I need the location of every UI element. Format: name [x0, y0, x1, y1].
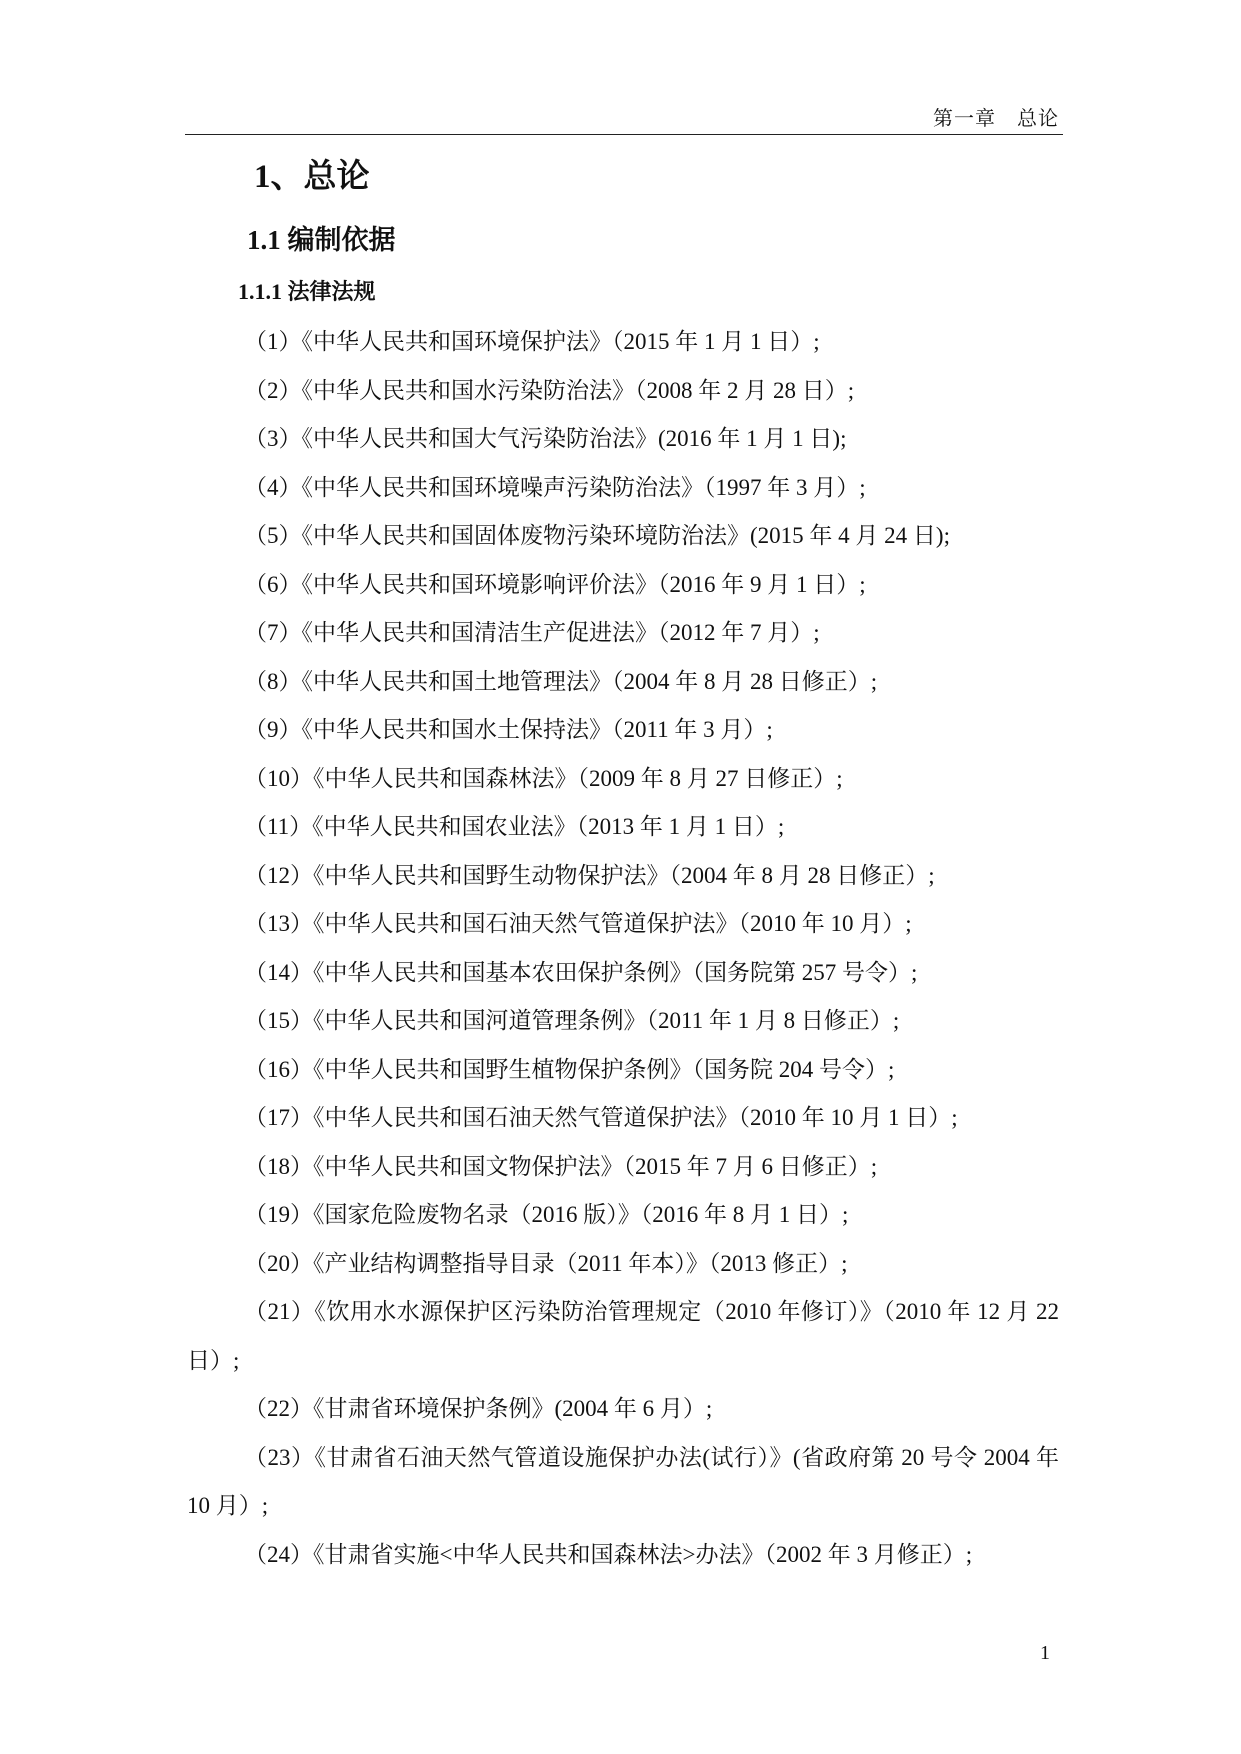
- running-header-title: 第一章 总论: [933, 108, 1059, 130]
- law-item-23: （23）《甘肃省石油天然气管道设施保护办法(试行）》(省政府第 20 号令 2004 年 10 月）;: [187, 1444, 1059, 1518]
- law-item-22: （22）《甘肃省环境保护条例》(2004 年 6 月）;: [244, 1396, 713, 1421]
- law-item-6: （6）《中华人民共和国环境影响评价法》（2016 年 9 月 1 日）;: [244, 571, 866, 597]
- law-item-21: （21）《饮用水水源保护区污染防治管理规定（2010 年修订）》（2010 年 12 月 22 日）;: [187, 1299, 1059, 1373]
- law-item-24: （24）《甘肃省实施<中华人民共和国森林法>办法》（2002 年 3 月修正）;: [244, 1541, 973, 1567]
- law-item-12: （12）《中华人民共和国野生动物保护法》（2004 年 8 月 28 日修正）;: [244, 862, 935, 888]
- law-item-9: （9）《中华人民共和国水土保持法》（2011 年 3 月）;: [244, 717, 773, 742]
- subsection-title: 1.1.1 法律法规: [238, 279, 376, 304]
- law-list: [187, 318, 1059, 1579]
- law-item-18: （18）《中华人民共和国文物保护法》（2015 年 7 月 6 日修正）;: [244, 1153, 878, 1179]
- law-item-5: （5）《中华人民共和国固体废物污染环境防治法》(2015 年 4 月 24 日);: [244, 523, 950, 548]
- law-item-15: （15）《中华人民共和国河道管理条例》（2011 年 1 月 8 日修正）;: [244, 1008, 900, 1033]
- section-title: 1.1 编制依据: [247, 225, 396, 255]
- law-item-20: （20）《产业结构调整指导目录（2011 年本）》（2013 修正）;: [244, 1250, 848, 1276]
- law-item-3: （3）《中华人民共和国大气污染防治法》(2016 年 1 月 1 日);: [244, 426, 847, 451]
- law-item-8: （8）《中华人民共和国土地管理法》（2004 年 8 月 28 日修正）;: [244, 668, 878, 694]
- running-header: [185, 96, 1063, 135]
- page-number: 1: [1040, 1642, 1050, 1664]
- law-item-16: （16）《中华人民共和国野生植物保护条例》（国务院 204 号令）;: [244, 1056, 895, 1082]
- law-item-17: （17）《中华人民共和国石油天然气管道保护法》（2010 年 10 月 1 日）;: [244, 1105, 958, 1130]
- law-item-7: （7）《中华人民共和国清洁生产促进法》（2012 年 7 月）;: [244, 620, 820, 645]
- law-item-4: （4）《中华人民共和国环境噪声污染防治法》（1997 年 3 月）;: [244, 474, 866, 500]
- law-item-14: （14）《中华人民共和国基本农田保护条例》（国务院第 257 号令）;: [244, 959, 918, 985]
- law-item-19: （19）《国家危险废物名录（2016 版）》（2016 年 8 月 1 日）;: [244, 1202, 849, 1227]
- law-item-2: （2）《中华人民共和国水污染防治法》（2008 年 2 月 28 日）;: [244, 377, 855, 403]
- law-item-1: （1）《中华人民共和国环境保护法》（2015 年 1 月 1 日）;: [244, 329, 820, 354]
- law-item-10: （10）《中华人民共和国森林法》（2009 年 8 月 27 日修正）;: [244, 765, 843, 791]
- chapter-title: 1、总论: [254, 159, 370, 195]
- law-item-13: （13）《中华人民共和国石油天然气管道保护法》（2010 年 10 月）;: [244, 911, 912, 936]
- law-item-11: （11）《中华人民共和国农业法》（2013 年 1 月 1 日）;: [244, 814, 785, 839]
